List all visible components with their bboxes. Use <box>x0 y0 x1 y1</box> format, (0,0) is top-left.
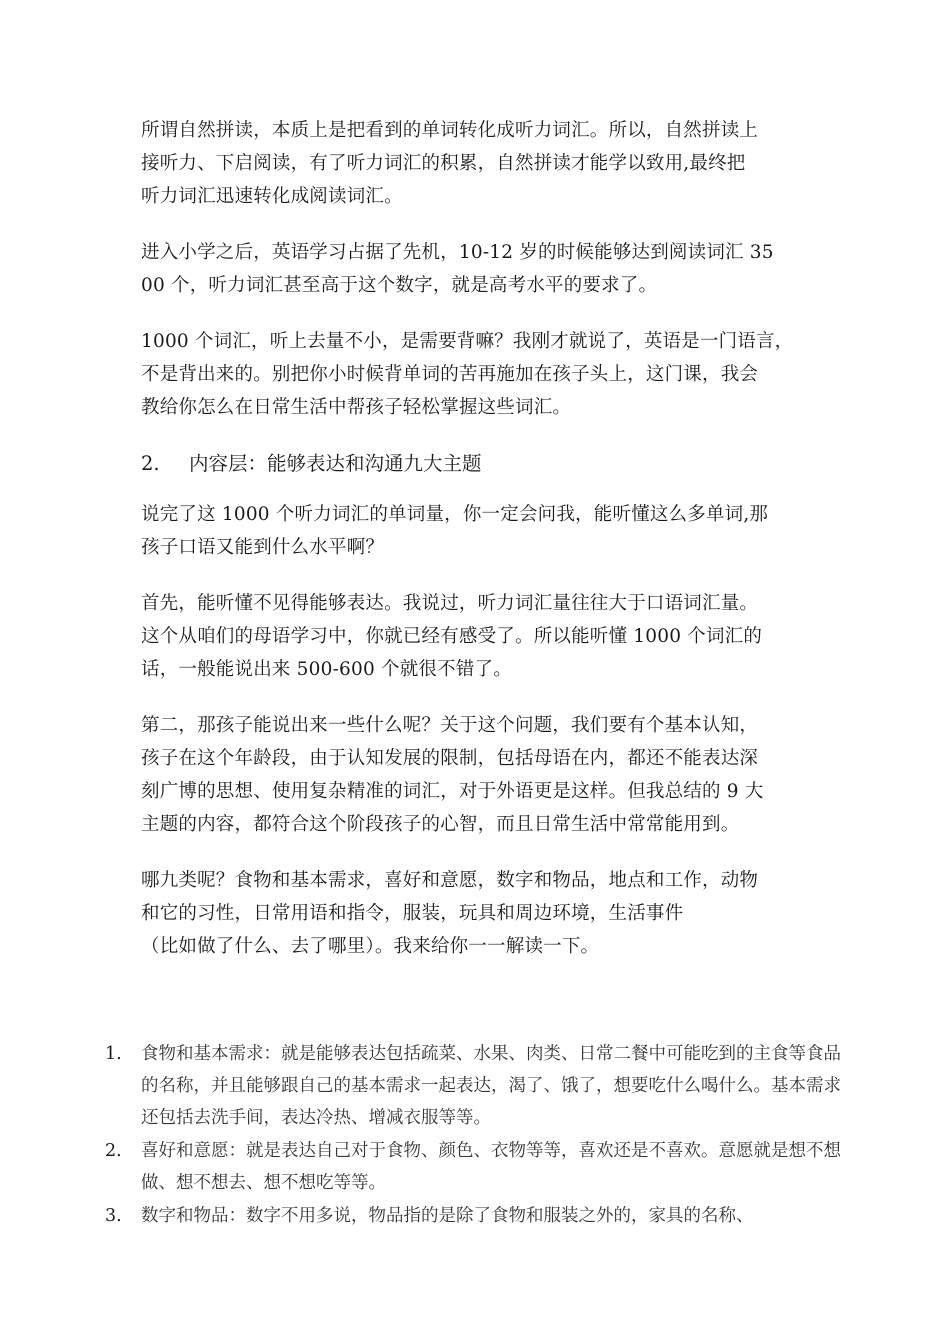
paragraph-phonics: 所谓自然拼读，本质上是把看到的单词转化成听力词汇。所以，自然拼读上 接听力、下启阅读，有了听力词汇的积累，自然拼读才能学以致用,最终把 听力词汇迅速转化成阅读词汇。 <box>141 120 759 207</box>
paragraph-listening-vs-speaking: 首先，能听懂不见得能够表达。我说过，听力词汇量往往大于口语词汇量。 这个从咱们的母语学习中，你就已经有感受了。所以能听懂 1000 个词汇的 话，一般能说出来 500-600 个就很不错了。 <box>141 593 763 680</box>
section-heading-title: 内容层：能够表达和沟通九大主题 <box>189 452 482 475</box>
list-item-number: 3. <box>105 1206 122 1226</box>
topic-list <box>105 1038 845 1233</box>
section-heading <box>141 447 841 480</box>
section-heading-number: 2. <box>141 452 160 475</box>
list-item <box>105 1038 845 1134</box>
list-item <box>105 1200 845 1232</box>
paragraph-vocabulary-1000: 1000 个词汇，听上去量不小，是需要背嘛？我刚才就说了，英语是一门语言， 不是背出来的。别把你小时候背单词的苦再施加在孩子头上，这门课，我会 教给你怎么在日常生活中帮孩子轻松掌握这些词汇。 <box>141 331 794 418</box>
list-item-number: 2. <box>105 1141 122 1161</box>
list-item-text: 食物和基本需求：就是能够表达包括疏菜、水果、肉类、日常二餐中可能吃到的主食等食品的名称，并且能够跟自己的基本需求一起表达，渴了、饿了，想要吃什么喝什么。基本需求还包括去洗手间，表达冷热、增减衣服等等。 <box>141 1044 841 1128</box>
list-item-number: 1. <box>105 1044 122 1064</box>
paragraph-speaking-level: 说完了这 1000 个听力词汇的单词量，你一定会问我，能听懂这么多单词,那 孩子口语又能到什么水平啊？ <box>141 504 769 558</box>
paragraph-cognitive-limits: 第二，那孩子能说出来一些什么呢？关于这个问题，我们要有个基本认知， 孩子在这个年龄段，由于认知发展的限制，包括母语在内，都还不能表达深 刻广博的思想、使用复杂精准的词汇，对于外语更是这样。但我总结的 9 大 主题的内容，都符合这个阶段孩子的心智，而且日常生活中常常能用到。 <box>141 715 764 835</box>
list-item-text: 数字和物品：数字不用多说，物品指的是除了食物和服装之外的，家具的名称、 <box>141 1206 754 1226</box>
list-item <box>105 1135 845 1199</box>
document-body <box>141 114 841 969</box>
paragraph-nine-topics: 哪九类呢？食物和基本需求，喜好和意愿，数字和物品，地点和工作，动物 和它的习性，日常用语和指令，服装，玩具和周边环境，生活事件 （比如做了什么、去了哪里）。我来给你一一解读一下。 <box>141 870 759 957</box>
paragraph-primary-school: 进入小学之后，英语学习占据了先机，10-12 岁的时候能够达到阅读词汇 35 00 个，听力词汇甚至高于这个数字，就是高考水平的要求了。 <box>141 242 774 296</box>
list-item-text: 喜好和意愿：就是表达自己对于食物、颜色、衣物等等，喜欢还是不喜欢。意愿就是想不想做、想不想去、想不想吃等等。 <box>141 1141 841 1193</box>
